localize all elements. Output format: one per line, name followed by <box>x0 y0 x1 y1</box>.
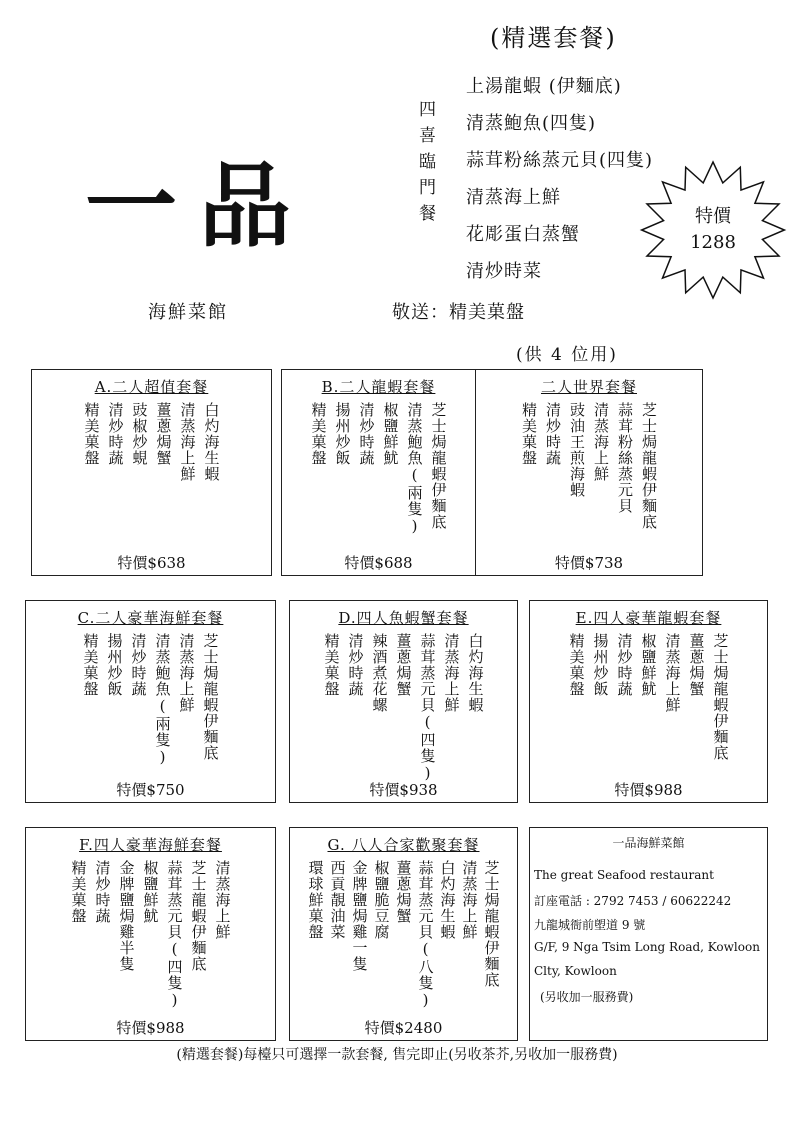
footer-note: (精選套餐)每檯只可選擇一款套餐, 售完即止(另收茶芥,另收加一服務費) <box>176 1047 618 1063</box>
set-title: A.二人超值套餐 <box>94 378 209 396</box>
set-menu-couple <box>475 369 703 576</box>
set-price: 特價$688 <box>344 554 413 572</box>
set-dish: 西貢靚油菜 <box>328 860 347 940</box>
set-dish: 精美菓盤 <box>82 402 101 466</box>
set-dish: 芝士焗龍蝦伊麵底 <box>429 402 448 530</box>
set-dish-columns <box>290 633 517 783</box>
info-english-name: The great Seafood restaurant <box>534 868 714 882</box>
set-dish-columns <box>26 860 275 1010</box>
set-dish: 清蒸鮑魚(兩隻) <box>405 402 424 536</box>
set-dish: 環球鮮菓盤 <box>306 860 325 940</box>
set-dish: 辣酒煮花螺 <box>370 633 389 713</box>
set-price: 特價$738 <box>554 554 624 572</box>
set-dish: 清蒸鮑魚(兩隻) <box>153 633 172 767</box>
set-dish: 椒鹽鮮魷 <box>639 633 658 697</box>
set-title: G. 八人合家歡聚套餐 <box>327 836 480 854</box>
set-dish: 精美菓盤 <box>69 860 88 924</box>
feature-dish: 清炒時菜 <box>466 261 542 282</box>
set-dish: 金牌鹽焗雞半隻 <box>117 860 136 972</box>
set-dish: 芝士焗龍蝦伊麵底 <box>201 633 220 761</box>
set-dish: 清炒時蔬 <box>544 402 562 466</box>
set-price: 特價$938 <box>369 781 438 799</box>
set-dish: 清蒸海上鮮 <box>178 402 197 482</box>
set-price: 特價$638 <box>117 554 186 572</box>
set-dish: 薑蔥焗蟹 <box>687 633 706 697</box>
set-dish: 金牌鹽焗雞一隻 <box>350 860 369 972</box>
set-title: E.四人豪華龍蝦套餐 <box>575 609 722 627</box>
set-dish: 精美菓盤 <box>520 402 538 466</box>
set-dish: 揚州炒飯 <box>105 633 124 697</box>
info-phone: 訂座電話 : 2792 7453 / 60622242 <box>534 894 732 908</box>
gift-note: 敬送：精美菓盤 <box>392 302 525 323</box>
set-dish: 芝士焗龍蝦伊麵底 <box>482 860 501 988</box>
set-price: 特價$988 <box>116 1019 185 1037</box>
set-dish: 椒鹽脆豆腐 <box>372 860 391 940</box>
set-dish: 清炒時蔬 <box>357 402 376 466</box>
set-dish: 清蒸海上鮮 <box>177 633 196 713</box>
set-dish: 豉椒炒蜆 <box>130 402 149 466</box>
restaurant-subtitle: 海鮮菜館 <box>148 302 228 323</box>
set-dish-columns <box>530 633 767 761</box>
set-dish: 蒜茸蒸元貝(四隻) <box>418 633 437 783</box>
set-dish: 清蒸海上鮮 <box>663 633 682 713</box>
set-dish: 精美菓盤 <box>309 402 328 466</box>
set-dish-columns <box>32 402 271 482</box>
set-dish-columns <box>26 633 275 767</box>
feature-dish: 花彫蛋白蒸蟹 <box>466 224 580 245</box>
set-dish-columns <box>290 860 517 1010</box>
set-dish: 椒鹽鮮魷 <box>381 402 400 466</box>
feature-set-title: (精選套餐) <box>490 24 617 52</box>
feature-dish: 清蒸海上鮮 <box>466 187 561 208</box>
set-dish: 精美菓盤 <box>322 633 341 697</box>
special-price-value: 1288 <box>690 232 736 253</box>
set-dish: 薑蔥焗蟹 <box>394 860 413 924</box>
set-menu-e <box>529 600 768 803</box>
set-dish: 豉油王煎海蝦 <box>568 402 586 498</box>
set-dish: 蒜茸蒸元貝(四隻) <box>165 860 184 1010</box>
set-price: 特價$2480 <box>364 1019 443 1037</box>
set-dish: 白灼海生蝦 <box>202 402 221 482</box>
set-dish: 清炒時蔬 <box>615 633 634 697</box>
set-dish: 精美菓盤 <box>81 633 100 697</box>
info-service-note: (另收加一服務費) <box>540 990 634 1004</box>
special-price-text <box>638 204 788 256</box>
info-address-en: G/F, 9 Nga Tsim Long Road, Kowloon <box>534 940 760 954</box>
set-dish: 清蒸海上鮮 <box>213 860 232 940</box>
set-dish: 椒鹽鮮魷 <box>141 860 160 924</box>
restaurant-logo: 一品 <box>85 152 314 260</box>
set-price: 特價$988 <box>614 781 683 799</box>
set-dish: 蒜茸蒸元貝(八隻) <box>416 860 435 1010</box>
special-price-badge <box>638 160 788 300</box>
set-menu-f <box>25 827 276 1041</box>
set-dish: 清炒時蔬 <box>93 860 112 924</box>
set-dish: 白灼海生蝦 <box>466 633 485 713</box>
feature-dish: 上湯龍蝦 (伊麵底) <box>466 76 622 97</box>
feature-dish-list <box>466 68 653 290</box>
set-dish: 蒜茸粉絲蒸元貝 <box>616 402 634 514</box>
set-dish: 芝士龍蝦伊麵底 <box>189 860 208 972</box>
set-title: F.四人豪華海鮮套餐 <box>79 836 222 854</box>
set-dish: 揚州炒飯 <box>591 633 610 697</box>
set-menu-g <box>289 827 518 1041</box>
info-address-cn: 九龍城衙前塱道 9 號 <box>534 918 646 932</box>
set-dish: 揚州炒飯 <box>333 402 352 466</box>
set-title: D.四人魚蝦蟹套餐 <box>338 609 469 627</box>
set-dish: 清蒸海上鮮 <box>460 860 479 940</box>
set-menu-b <box>281 369 476 576</box>
set-dish: 芝士焗龍蝦伊麵底 <box>711 633 730 761</box>
set-menu-a <box>31 369 272 576</box>
restaurant-info-box <box>529 827 768 1041</box>
set-dish-columns <box>476 402 702 530</box>
special-price-label: 特價 <box>695 206 731 227</box>
info-restaurant-name: 一品海鮮菜館 <box>612 836 685 850</box>
feature-set-name: 四喜臨門餐 <box>415 100 435 230</box>
set-title: 二人世界套餐 <box>540 378 637 396</box>
serves-note: (供 4 位用) <box>516 345 618 365</box>
set-dish-columns <box>282 402 475 536</box>
set-dish: 清炒時蔬 <box>129 633 148 697</box>
set-dish: 薑蔥焗蟹 <box>394 633 413 697</box>
set-dish: 白灼海生蝦 <box>438 860 457 940</box>
set-menu-c <box>25 600 276 803</box>
set-dish: 薑蔥焗蟹 <box>154 402 173 466</box>
set-dish: 精美菓盤 <box>567 633 586 697</box>
set-title: B.二人龍蝦套餐 <box>321 378 436 396</box>
set-dish: 清炒時蔬 <box>346 633 365 697</box>
set-price: 特價$750 <box>116 781 185 799</box>
set-dish: 清蒸海上鮮 <box>592 402 610 482</box>
set-title: C.二人豪華海鮮套餐 <box>77 609 224 627</box>
set-dish: 清炒時蔬 <box>106 402 125 466</box>
set-dish: 清蒸海上鮮 <box>442 633 461 713</box>
set-dish: 芝士焗龍蝦伊麵底 <box>640 402 658 530</box>
info-address-en-city: Clty, Kowloon <box>534 964 617 978</box>
set-menu-d <box>289 600 518 803</box>
feature-dish: 蒜茸粉絲蒸元貝(四隻) <box>466 150 654 171</box>
feature-dish: 清蒸鮑魚(四隻) <box>466 113 597 134</box>
